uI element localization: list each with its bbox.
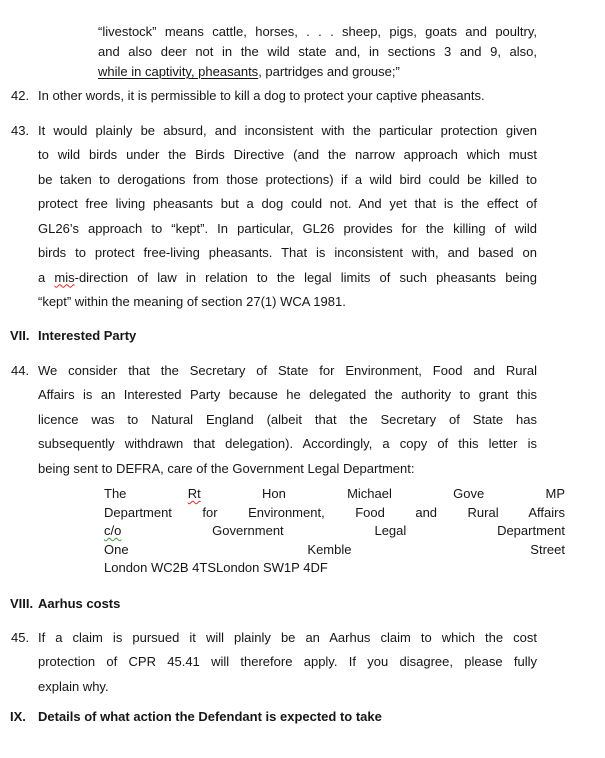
text-line — [38, 457, 537, 482]
text-run: Affairs is an Interested Party because he delegated the authority to grant this — [38, 387, 537, 402]
text-line — [104, 522, 565, 541]
heading-number: VIII. — [10, 595, 34, 611]
text-line — [104, 485, 565, 504]
text-run: a — [38, 269, 55, 285]
text-run: subsequently withdrawn that delegation). Accordingly, a copy of this letter is — [38, 436, 537, 451]
quote-block — [98, 22, 537, 82]
text-line — [38, 383, 537, 408]
text-run: to wild birds under the Birds Directive (and the narrow approach which must — [38, 147, 537, 162]
paragraph-number: 43. — [11, 122, 30, 138]
section-heading-ix — [10, 708, 537, 726]
text-line — [38, 408, 537, 433]
text-run: being sent to DEFRA, care of the Government Legal Department: — [38, 460, 415, 476]
text-run: “kept” within the meaning of section 27(1) WCA 1981. — [38, 294, 346, 309]
spellcheck-flagged-word: mis — [54, 269, 75, 285]
text-line — [38, 675, 537, 700]
text-line — [38, 168, 537, 193]
text-line — [38, 650, 537, 675]
text-run: One Kemble Street — [104, 541, 565, 557]
text-line — [38, 241, 537, 266]
text-run: Government Legal Department — [121, 523, 565, 538]
text-run: The — [104, 486, 188, 501]
text-run: If a claim is pursued it will plainly be an Aarhus claim to which the cost — [38, 629, 537, 645]
text-line — [98, 22, 537, 42]
text-run: It would plainly be absurd, and inconsistent with the particular protection given — [38, 122, 537, 138]
text-line — [98, 62, 537, 82]
text-line — [38, 217, 537, 242]
text-run: birds to protect free-living pheasants. That is inconsistent with, and based on — [38, 245, 537, 260]
text-line — [104, 559, 565, 578]
underlined-text: while in captivity, pheasants — [98, 64, 259, 79]
paragraph-42 — [0, 84, 537, 109]
text-run: -direction of law in relation to the legal limits of such pheasants being — [74, 269, 538, 285]
text-run: GL26’s approach to “kept”. In particular, GL26 provides for the killing of wild — [38, 220, 537, 236]
text-run: be taken to derogations from those protections) if a wild bird could be killed to — [38, 171, 537, 187]
heading-label: Interested Party — [38, 327, 137, 343]
text-run: protect free living pheasants but a dog could not. And yet that is the effect of — [38, 196, 537, 211]
paragraph-number: 45. — [11, 629, 30, 645]
text-run: Hon Michael Gove MP — [200, 486, 566, 501]
text-run: protection of CPR 45.41 will therefore apply. If you disagree, please fully — [38, 654, 537, 669]
text-line — [38, 84, 537, 109]
address-block — [104, 485, 565, 578]
text-run: licence was to Natural England (albeit that the Secretary of State has — [38, 411, 537, 427]
heading-number: IX. — [10, 709, 26, 724]
text-line — [38, 143, 537, 168]
text-run: explain why. — [38, 678, 109, 694]
text-run: In other words, it is permissible to kill a dog to protect your captive pheasants. — [38, 88, 485, 103]
text-run: London WC2B 4TSLondon SW1P 4DF — [104, 560, 328, 575]
heading-number: VII. — [10, 327, 30, 343]
paragraph-43 — [0, 119, 537, 315]
text-run: and also deer not in the wild state and, in sections 3 and 9, also, — [98, 44, 537, 59]
text-line — [38, 290, 537, 315]
text-run: , partridges and grouse;” — [258, 64, 400, 79]
paragraph-number: 44. — [11, 362, 30, 378]
grammar-flagged-word: c/o — [104, 523, 122, 538]
text-run: We consider that the Secretary of State for Environment, Food and Rural — [38, 362, 537, 378]
text-line — [38, 626, 537, 651]
text-line — [104, 504, 565, 523]
text-run: Department for Environment, Food and Rural Affairs — [104, 504, 565, 520]
text-line — [104, 541, 565, 560]
paragraph-45 — [0, 626, 537, 700]
text-line — [38, 192, 537, 217]
section-heading-viii — [10, 595, 537, 613]
heading-label: Aarhus costs — [38, 595, 121, 611]
text-run: “livestock” means cattle, horses, . . . sheep, pigs, goats and poultry, — [98, 24, 537, 39]
text-line — [38, 119, 537, 144]
text-line — [98, 42, 537, 62]
section-heading-vii — [10, 327, 537, 345]
spellcheck-flagged-word: Rt — [187, 486, 201, 501]
text-line — [38, 432, 537, 457]
paragraph-number: 42. — [11, 88, 30, 103]
paragraph-44 — [0, 359, 537, 482]
text-line — [38, 359, 537, 384]
text-line — [38, 266, 537, 291]
heading-label: Details of what action the Defendant is expected to take — [38, 709, 382, 724]
